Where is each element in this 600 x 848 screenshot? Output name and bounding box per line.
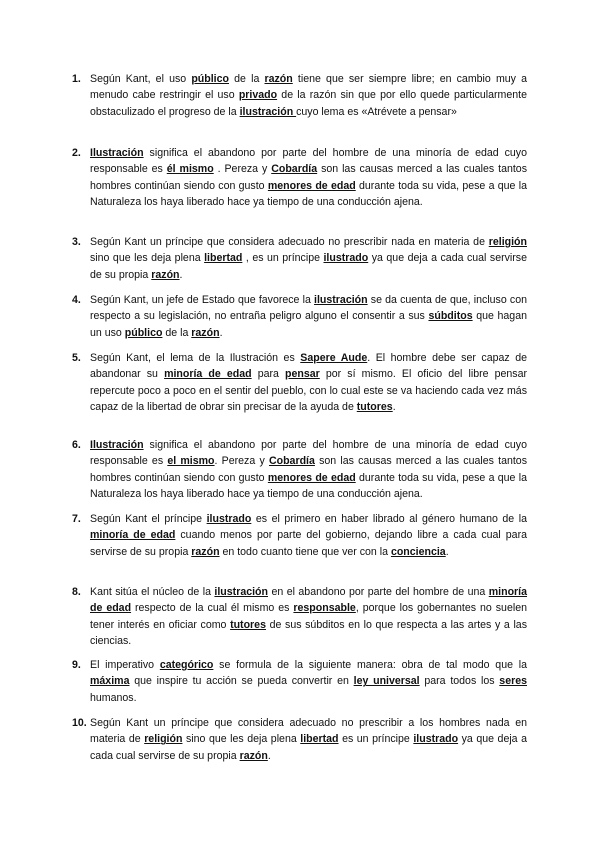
text-segment: . [219,326,223,339]
text-segment: . Pereza y [214,455,269,468]
text-segment: , es un príncipe [242,252,324,265]
keyword: él mismo [166,163,214,176]
text-segment: El imperativo [90,659,160,671]
text-segment: para [251,368,286,381]
item-number: 4. [72,294,81,306]
list-item [72,234,527,283]
item-number: 3. [72,236,81,248]
text-segment: respecto de la cual él mismo es [131,602,294,615]
text-segment: que inspire tu acción se pueda convertir en [129,675,354,688]
text-segment: tiene que ser siempre libre; en cambio muy a menudo cabe restringir el uso [90,73,528,102]
text-segment: son las causas merced a las cuales tantos hombres continúan siendo con gusto [90,163,527,192]
keyword: ilustración [314,294,368,306]
list-item [72,437,527,502]
keyword: libertad [300,733,339,746]
item-number: 6. [72,439,81,451]
text-segment: durante toda su vida, pese a que la Naturaleza los haya liberado hace ya tiempo de una conducción ajena. [90,471,527,500]
keyword: categórico [159,659,214,671]
text-segment: durante toda su vida, pese a que la Naturaleza los haya liberado hace ya tiempo de una conducción ajena. [90,179,527,208]
text-segment: Según Kant, el uso [90,73,192,85]
keyword: minoría de edad [90,586,527,615]
list-item [72,511,527,560]
list-item [72,584,527,649]
keyword: razón [191,545,220,558]
item-text [90,236,527,281]
text-segment: se da cuenta de que, incluso con respecto a su legislación, no entraña peligro alguno el consentir a sus [90,294,527,323]
keyword: ilustrado [413,733,459,746]
list-item [72,715,528,764]
item-text [90,586,527,647]
keyword: ilustrado [206,513,252,525]
keyword: razón [264,73,293,85]
text-segment: , porque los gobernantes no suelen tener interés en oficiar como [90,602,527,631]
item-text [90,659,527,704]
item-text [90,294,527,339]
keyword: razón [151,268,180,281]
keyword: Cobardía [271,163,318,176]
keyword: conciencia [390,545,446,558]
keyword: seres [499,675,527,688]
item-number: 1. [72,73,81,85]
text-segment: para todos los [419,675,500,688]
text-segment: sino que les deja plena [182,733,301,746]
text-segment: de la razón sin que por ello quede particularmente obstaculizado el progreso de la [90,89,527,118]
keyword: minoría de edad [90,529,176,542]
keyword: el mismo [167,455,215,468]
text-segment: de la [229,73,265,85]
item-number: 7. [72,513,81,525]
text-segment: en el abandono por parte del hombre de una [268,586,489,598]
keyword: ilustración [239,105,297,118]
text-segment: son las causas merced a las cuales tantos hombres continúan siendo con gusto [90,455,527,484]
item-text [90,439,527,500]
text-segment: de sus súbditos en lo que respecta a las artes y a las ciencias. [90,618,527,647]
keyword: Sapere Aude [300,352,368,364]
keyword: ley universal [353,675,420,688]
text-segment: Según Kant un príncipe que considera adecuado no prescribir a los hombres nada en materia de [90,717,527,746]
keyword: ilustración [214,586,268,598]
text-segment: Según Kant un príncipe que considera adecuado no prescribir nada en materia de [90,236,489,248]
keyword: privado [238,89,278,102]
text-segment: ya que deja a cada cual servirse de su propia [90,252,527,281]
text-segment: . [179,268,183,281]
keyword: Cobardía [268,455,315,468]
text-segment: significa el abandono por parte del hombre de una minoría de edad cuyo responsable es [90,147,527,176]
text-segment: es el primero en haber librado al género humano de la [251,513,527,525]
item-text [90,147,527,208]
list-item [72,350,527,415]
text-segment: es un príncipe [338,733,414,746]
text-segment: . [267,749,271,762]
keyword: pensar [285,368,320,381]
keyword: razón [191,326,220,339]
keyword: menores de edad [267,471,356,484]
keyword: ilustrado [323,252,369,265]
item-number: 2. [72,147,81,159]
keyword: tutores [230,618,266,631]
list-item [72,145,527,210]
text-segment: se formula de la siguiente manera: obra de tal modo que la [213,659,527,671]
keyword: tutores [356,400,393,413]
text-segment: cuyo lema es «Atrévete a pensar» [296,105,457,118]
text-segment: . El hombre debe ser capaz de abandonar su [90,352,527,381]
text-segment: cuando menos por parte del gobierno, dejando libre a cada cual para servirse de su propia [90,529,527,558]
text-segment: significa el abandono por parte del hombre de una minoría de edad cuyo responsable es [90,439,527,468]
text-segment: Según Kant, el lema de la Ilustración es [90,352,301,364]
item-number: 8. [72,586,81,598]
text-segment: ya que deja a cada cual servirse de su propia [90,733,528,762]
keyword: súbditos [428,310,473,323]
text-segment: sino que les deja plena [90,252,205,265]
keyword: religión [488,236,527,248]
keyword: público [191,73,229,85]
keyword: máxima [90,675,130,688]
item-text [90,352,527,413]
text-segment: Según Kant, un jefe de Estado que favorece la [90,294,315,306]
text-segment: por sí mismo. El oficio del libre pensar repercute poco a poco en el sentir del pueblo, con lo cual este se va haciendo cada vez más capaz de la libertad de obrar sin precisar de la ayuda de [90,368,527,413]
item-number: 9. [72,659,81,671]
item-number: 10. [72,717,87,729]
keyword: minoría de edad [164,368,252,381]
text-segment: . [392,400,396,413]
text-segment: Kant sitúa el núcleo de la [90,586,215,598]
keyword: razón [239,749,268,762]
text-segment: humanos. [90,691,137,704]
keyword: Ilustración [90,439,144,451]
text-segment: Según Kant el príncipe [90,513,207,525]
text-segment: de la [162,326,192,339]
item-text [90,717,527,762]
keyword: público [124,326,163,339]
item-number: 5. [72,352,81,364]
list-item [72,657,527,706]
keyword: responsable [293,602,356,615]
list-item [72,71,528,120]
keyword: menores de edad [267,179,356,192]
text-segment: que hagan un uso [90,310,527,339]
text-segment: . Pereza y [213,163,272,176]
keyword: Ilustración [90,147,144,159]
text-segment: . [445,545,449,558]
item-text [90,513,527,558]
list-item [72,292,527,341]
item-text [90,73,527,118]
text-segment: en todo cuanto tiene que ver con la [219,545,391,558]
keyword: libertad [204,252,243,265]
keyword: religión [144,733,183,746]
